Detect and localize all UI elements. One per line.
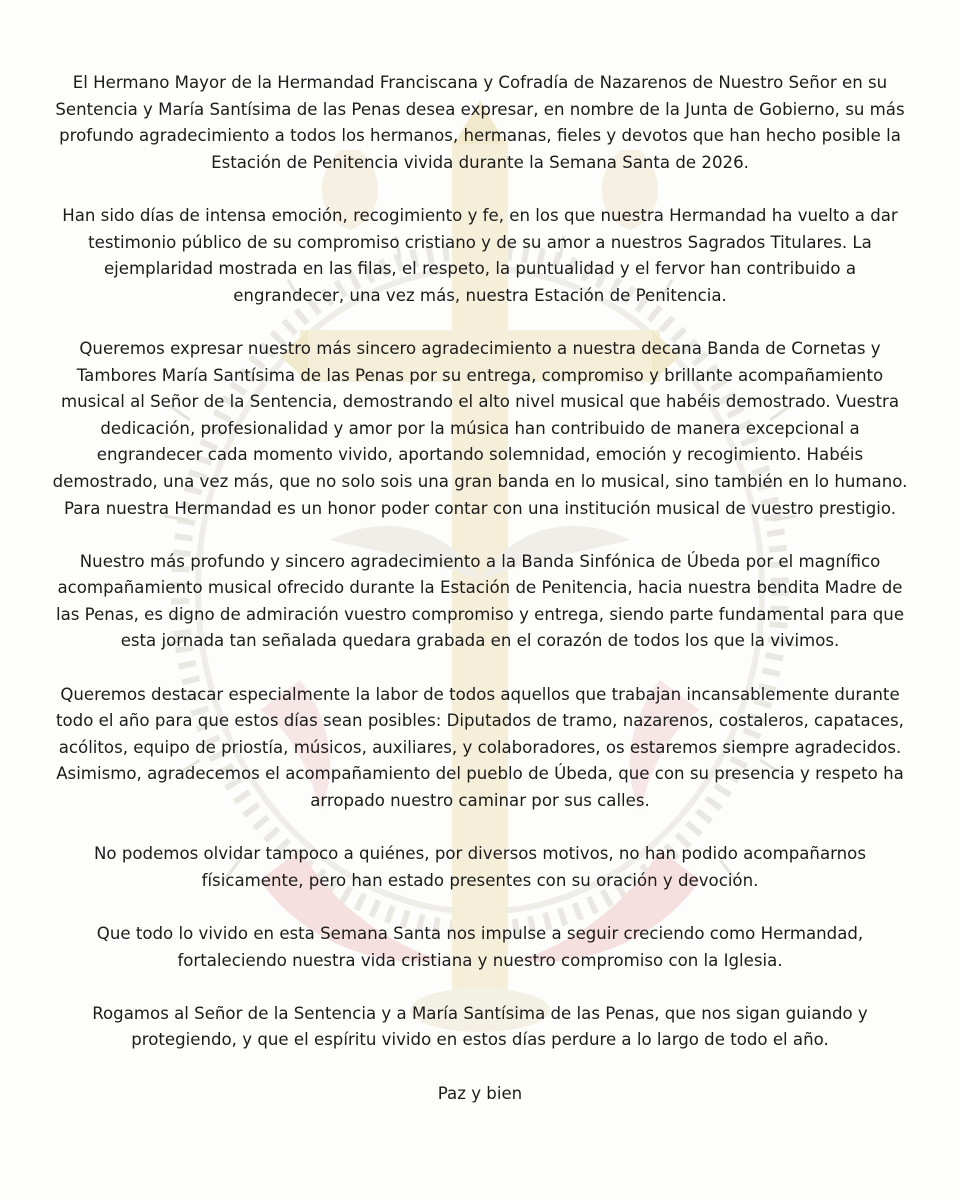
text-line: Tambores María Santísima de las Penas por su entrega, compromiso y brillante acompañamiento bbox=[76, 365, 884, 385]
text-line: arropado nuestro caminar por sus calles. bbox=[310, 791, 650, 811]
text-line: Han sido días de intensa emoción, recogimiento y fe, en los que nuestra Hermandad ha vuelto a dar bbox=[62, 205, 898, 225]
text-line: Nuestro más profundo y sincero agradecimiento a la Banda Sinfónica de Úbeda por el magnífico bbox=[79, 551, 881, 571]
text-line: Queremos expresar nuestro más sincero agradecimiento a nuestra decana Banda de Cornetas y bbox=[79, 338, 881, 358]
paragraph-2 bbox=[0, 203, 960, 309]
text-line: Queremos destacar especialmente la labor de todos aquellos que trabajan incansablemente durante bbox=[60, 684, 900, 704]
text-line: todo el año para que estos días sean posibles: Diputados de tramo, nazarenos, costaleros, capataces, bbox=[56, 711, 904, 731]
text-line: Rogamos al Señor de la Sentencia y a María Santísima de las Penas, que nos sigan guiando y bbox=[92, 1003, 868, 1023]
paragraph-1 bbox=[0, 70, 960, 176]
text-line: Asimismo, agradecemos el acompañamiento del pueblo de Úbeda, que con su presencia y respeto ha bbox=[56, 764, 904, 784]
text-line: No podemos olvidar tampoco a quiénes, por diversos motivos, no han podido acompañarnos bbox=[94, 844, 866, 864]
text-line: engrandecer, una vez más, nuestra Estación de Penitencia. bbox=[233, 285, 727, 305]
text-line: protegiendo, y que el espíritu vivido en estos días perdure a lo largo de todo el año. bbox=[131, 1030, 829, 1050]
text-line: ejemplaridad mostrada en las filas, el respeto, la puntualidad y el fervor han contribuido a bbox=[103, 259, 857, 279]
text-line: Sentencia y María Santísima de las Penas desea expresar, en nombre de la Junta de Gobierno, su más bbox=[55, 99, 905, 119]
paragraph-8 bbox=[0, 1001, 960, 1054]
text-line: profundo agradecimiento a todos los hermanos, hermanas, fieles y devotos que han hecho posible la bbox=[59, 126, 901, 146]
closing-signoff: Paz y bien bbox=[437, 1083, 523, 1103]
text-line: musical al Señor de la Sentencia, demostrando el alto nivel musical que habéis demostrado. Vuestra bbox=[60, 392, 900, 412]
text-line: acólitos, equipo de priostía, músicos, auxiliares, y colaboradores, os estaremos siempre agradecidos. bbox=[58, 737, 902, 757]
paragraph-3 bbox=[0, 336, 960, 522]
text-line: El Hermano Mayor de la Hermandad Franciscana y Cofradía de Nazarenos de Nuestro Señor en su bbox=[72, 73, 888, 92]
text-line: testimonio público de su compromiso cristiano y de su amor a nuestros Sagrados Titulares. La bbox=[88, 232, 872, 252]
text-line: fortaleciendo nuestra vida cristiana y nuestro compromiso con la Iglesia. bbox=[177, 950, 783, 970]
paragraph-4 bbox=[0, 549, 960, 655]
letter-body bbox=[0, 70, 960, 1134]
text-line: dedicación, profesionalidad y amor por la música han contribuido de manera excepcional a bbox=[100, 418, 860, 438]
text-line: Que todo lo vivido en esta Semana Santa nos impulse a seguir creciendo como Hermandad, bbox=[96, 924, 864, 943]
text-line: Estación de Penitencia vivida durante la Semana Santa de 2026. bbox=[211, 152, 749, 172]
paragraph-7 bbox=[0, 921, 960, 974]
text-line: físicamente, pero han estado presentes con su oración y devoción. bbox=[201, 870, 759, 890]
text-line: acompañamiento musical ofrecido durante la Estación de Penitencia, hacia nuestra bendita Madre de bbox=[57, 578, 903, 598]
text-line: engrandecer cada momento vivido, aportando solemnidad, emoción y recogimiento. Habéis bbox=[96, 445, 864, 465]
text-line: las Penas, es digno de admiración vuestro compromiso y entrega, siendo parte fundamental para que bbox=[55, 604, 905, 624]
text-line: demostrado, una vez más, que no solo sois una gran banda en lo musical, sino también en lo humano. bbox=[52, 471, 908, 491]
text-line: Para nuestra Hermandad es un honor poder contar con una institución musical de vuestro prestigio. bbox=[64, 498, 896, 518]
text-line: esta jornada tan señalada quedara grabada en el corazón de todos los que la vivimos. bbox=[120, 631, 840, 651]
paragraph-5 bbox=[0, 682, 960, 815]
paragraph-6 bbox=[0, 841, 960, 894]
